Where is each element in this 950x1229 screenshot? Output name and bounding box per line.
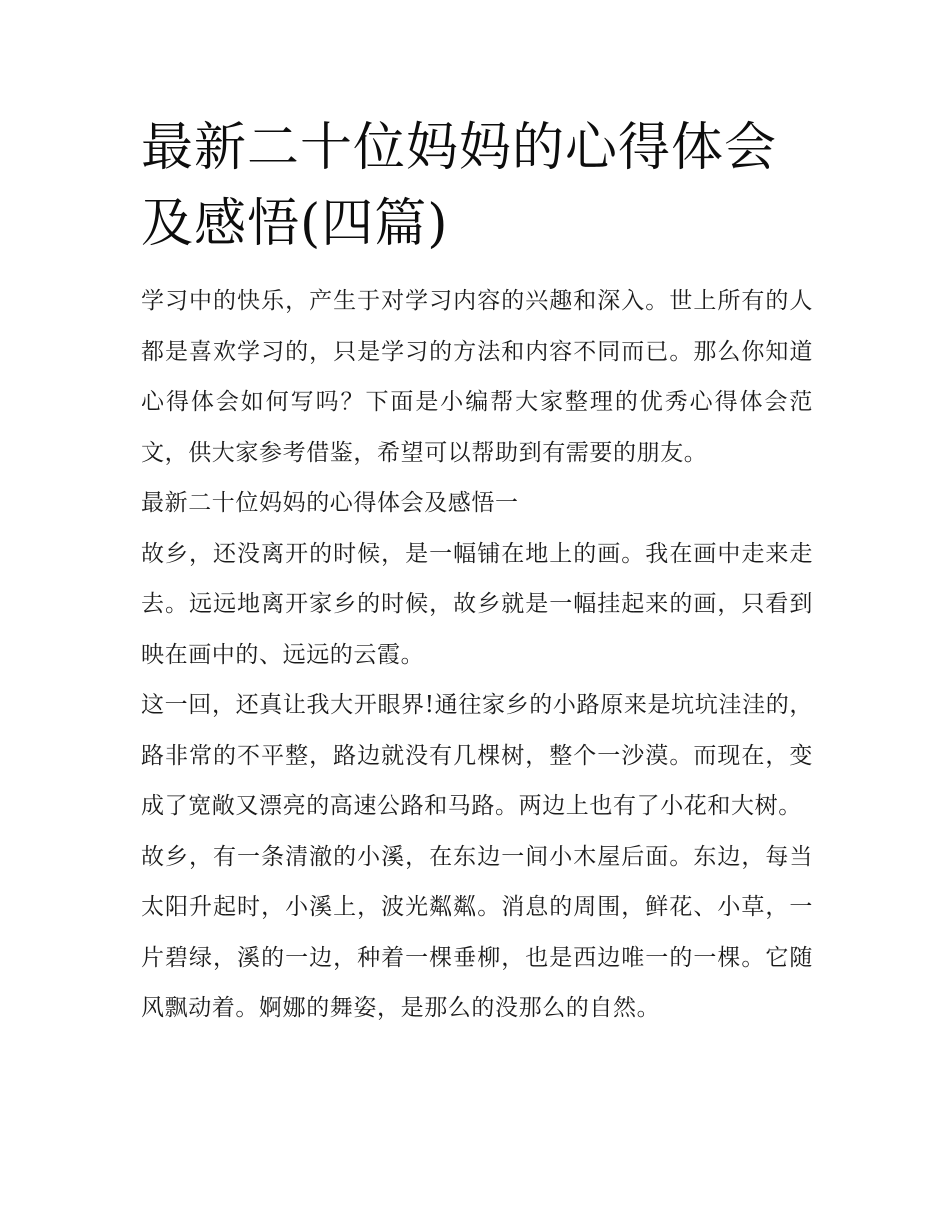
section-heading: 最新二十位妈妈的心得体会及感悟一 [141, 490, 519, 516]
intro-paragraph: 学习中的快乐，产生于对学习内容的兴趣和深入。世上所有的人都是喜欢学习的，只是学习的方法和内容不同而已。那么你知道心得体会如何写吗？下面是小编帮大家整理的优秀心得体会范文，供大家参考借鉴，希望可以帮助到有需要的朋友。 [141, 288, 813, 466]
document-body [141, 276, 813, 1034]
body-paragraph: 故乡，有一条清澈的小溪，在东边一间小木屋后面。东边，每当太阳升起时，小溪上，波光粼粼。消息的周围，鲜花、小草，一片碧绿，溪的一边，种着一棵垂柳，也是西边唯一的一棵。它随风飘动着。婀娜的舞姿，是那么的没那么的自然。 [141, 843, 813, 1021]
document-page [141, 110, 813, 1034]
body-paragraph: 故乡，还没离开的时候，是一幅铺在地上的画。我在画中走来走去。远远地离开家乡的时候，故乡就是一幅挂起来的画，只看到映在画中的、远远的云霞。 [141, 540, 813, 668]
body-paragraph: 这一回，还真让我大开眼界!通往家乡的小路原来是坑坑洼洼的，路非常的不平整，路边就没有几棵树，整个一沙漠。而现在，变成了宽敞又漂亮的高速公路和马路。两边上也有了小花和大树。 [141, 692, 813, 819]
document-title: 最新二十位妈妈的心得体会及感悟(四篇) [141, 118, 778, 254]
